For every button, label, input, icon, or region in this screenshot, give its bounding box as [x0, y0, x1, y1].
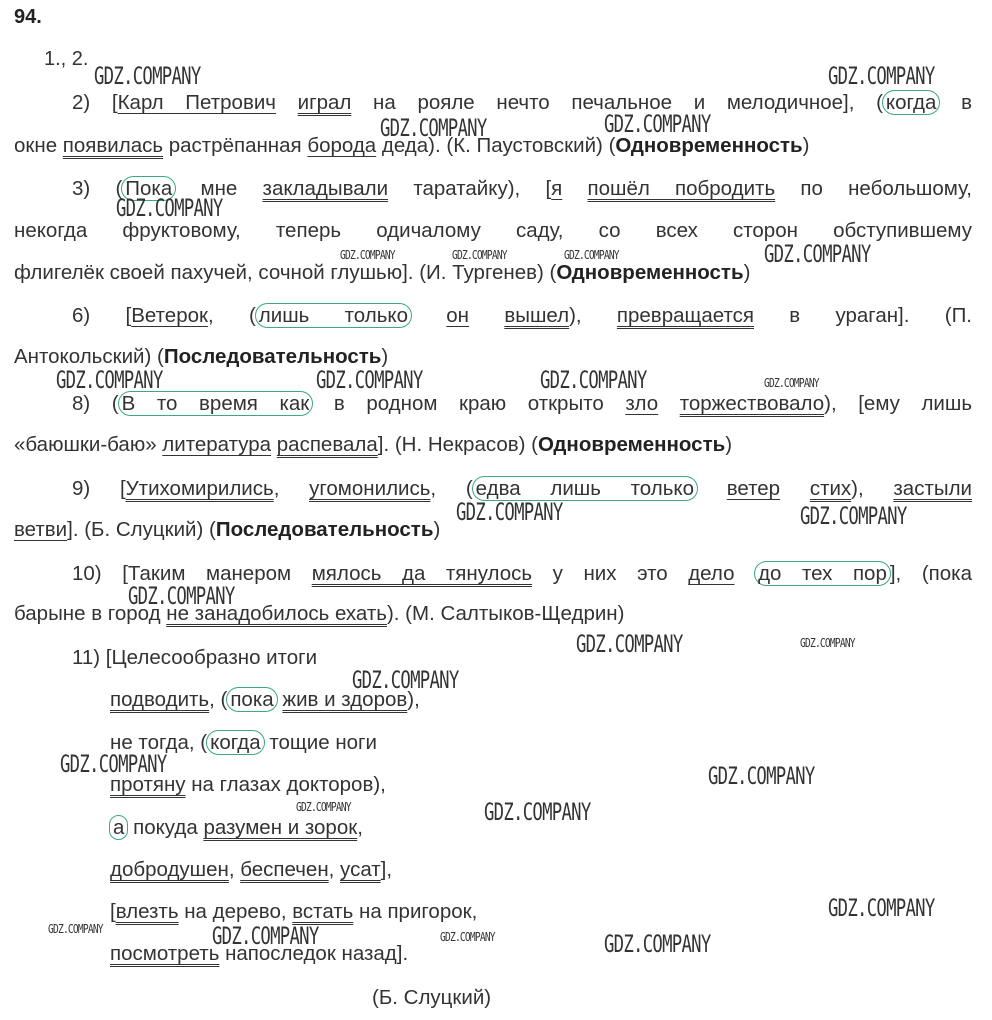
sentence-11-line-8: посмотреть напоследок назад].	[110, 942, 409, 965]
subject: зло	[625, 392, 659, 415]
task-numbers: 1., 2.	[44, 48, 89, 70]
predicate: посмотреть	[110, 942, 220, 965]
poem-author: (Б. Слуцкий)	[372, 986, 492, 1009]
predicate: усат	[340, 858, 381, 881]
watermark: GDZ.COMPANY	[340, 248, 395, 262]
predicate: вышел	[504, 304, 570, 327]
conjunction-circled: до тех пор	[754, 561, 891, 586]
watermark: GDZ.COMPANY	[94, 62, 201, 90]
sentence-11-line-7: [влезть на дерево, встать на пригорок,	[110, 900, 478, 923]
watermark: GDZ.COMPANY	[764, 240, 871, 268]
predicate: стих	[809, 477, 852, 500]
watermark: GDZ.COMPANY	[828, 62, 935, 90]
watermark: GDZ.COMPANY	[800, 502, 907, 530]
watermark: GDZ.COMPANY	[484, 798, 591, 826]
relation-label: Одновременность	[615, 134, 803, 157]
sentence-10-line-2: барыне в город не занадобилось ехать). (М. Салтыков-Щедрин)	[14, 602, 625, 625]
sentence-6-line-2: Антокольский) (Последовательность)	[14, 345, 389, 368]
conjunction-circled: Пока	[121, 176, 176, 201]
predicate: добродушен	[110, 858, 229, 881]
subject: литература	[162, 433, 272, 456]
relation-label: Одновременность	[556, 261, 744, 284]
watermark: GDZ.COMPANY	[116, 194, 223, 222]
relation-label: Последовательность	[163, 345, 382, 368]
predicate: застыли	[893, 477, 972, 500]
predicate: не занадобилось ехать	[166, 602, 387, 625]
sentence-3-line-3: флигелёк своей пахучей, сочной глушью]. (И. Тургенев) (Одновременность)	[14, 261, 751, 284]
subject: дело	[688, 562, 735, 585]
subject: я	[551, 177, 563, 200]
sentence-2-line-2: окне появилась растрёпанная борода деда). (К. Паустовский) (Одновременность)	[14, 134, 810, 157]
relation-label: Одновременность	[537, 433, 726, 456]
watermark: GDZ.COMPANY	[576, 630, 683, 658]
sentence-8-line-2: «баюшки-баю» литература распевала]. (Н. Некрасов) (Одновременность)	[14, 433, 733, 456]
watermark: GDZ.COMPANY	[128, 582, 235, 610]
sentence-9-line-2: ветви]. (Б. Слуцкий) (Последовательность)	[14, 518, 441, 541]
sentence-9-line-1: 9) [Утихомирились, угомонились, ( едва лишь только ветер стих), застыли	[72, 477, 972, 500]
conjunction-circled: пока	[226, 687, 277, 712]
predicate: появилась	[62, 134, 164, 157]
conjunction-circled: когда	[206, 730, 265, 755]
sentence-11-line-6: добродушен, беспечен, усат],	[110, 858, 393, 881]
conjunction-circled: а	[109, 815, 128, 840]
predicate: угомонились	[309, 477, 431, 500]
predicate: пошёл побродить	[587, 177, 776, 200]
watermark: GDZ.COMPANY	[456, 498, 563, 526]
conjunction-circled: лишь только	[255, 303, 412, 328]
watermark: GDZ.COMPANY	[296, 800, 351, 814]
predicate: подводить	[110, 688, 210, 711]
watermark: GDZ.COMPANY	[708, 762, 815, 790]
subject: Ветерок	[131, 304, 208, 327]
watermark: GDZ.COMPANY	[800, 636, 855, 650]
watermark: GDZ.COMPANY	[380, 114, 487, 142]
sentence-11-line-2: подводить, ( пока жив и здоров),	[110, 688, 420, 711]
exercise-number: 94.	[14, 6, 42, 28]
predicate: мялось да тянулось	[311, 562, 533, 585]
subject: ветви	[14, 518, 68, 541]
predicate: закладывали	[262, 177, 389, 200]
watermark: GDZ.COMPANY	[316, 366, 423, 394]
watermark: GDZ.COMPANY	[48, 922, 103, 936]
predicate: разумен и зорок	[203, 816, 358, 839]
predicate: беспечен	[240, 858, 329, 881]
predicate: Утихомирились	[125, 477, 274, 500]
watermark: GDZ.COMPANY	[452, 248, 507, 262]
relation-label: Последовательность	[215, 518, 434, 541]
predicate: жив и здоров	[282, 688, 408, 711]
subject: ветер	[726, 477, 781, 500]
predicate: играл	[297, 91, 352, 114]
subject: борода	[307, 134, 377, 157]
predicate: протяну	[110, 773, 186, 796]
watermark: GDZ.COMPANY	[60, 750, 167, 778]
predicate: распевала	[276, 433, 378, 456]
watermark: GDZ.COMPANY	[540, 366, 647, 394]
sentence-2-line-1: 2) [Карл Петрович играл на рояле нечто печальное и мелодичное], ( когда в	[72, 91, 972, 114]
conjunction-circled: едва лишь только	[472, 476, 698, 501]
sentence-3-line-2: некогда фруктовому, теперь одичалому саду, со всех сторон обступившему	[14, 219, 972, 242]
predicate: торжествовало	[679, 392, 825, 415]
sentence-6-line-1: 6) [Ветерок, ( лишь только он вышел), превращается в ураган]. (П.	[72, 304, 972, 327]
sentence-3-line-1: 3) ( Пока мне закладывали таратайку), [я пошёл побродить по небольшому,	[72, 177, 972, 200]
watermark: GDZ.COMPANY	[828, 894, 935, 922]
conjunction-circled: В то время как	[118, 391, 314, 416]
sentence-8-line-1: 8) ( В то время как в родном краю открыто зло торжествовало), [ему лишь	[72, 392, 973, 415]
subject: Карл Петрович	[117, 91, 276, 114]
subject: он	[446, 304, 470, 327]
predicate: превращается	[616, 304, 754, 327]
watermark: GDZ.COMPANY	[352, 666, 459, 694]
conjunction-circled: когда	[882, 90, 941, 115]
sentence-11-line-3: не тогда, ( когда тощие ноги	[110, 731, 377, 754]
predicate: влезть	[115, 900, 179, 923]
watermark: GDZ.COMPANY	[440, 930, 495, 944]
watermark: GDZ.COMPANY	[212, 922, 319, 950]
sentence-11-line-4: протяну на глазах докторов),	[110, 773, 386, 796]
sentence-11-line-1: 11) [Целесообразно итоги	[72, 646, 318, 669]
watermark: GDZ.COMPANY	[564, 248, 619, 262]
watermark: GDZ.COMPANY	[764, 376, 819, 390]
watermark: GDZ.COMPANY	[56, 366, 163, 394]
sentence-10-line-1: 10) [Таким манером мялось да тянулось у них это дело до тех пор ], (пока	[72, 562, 972, 585]
watermark: GDZ.COMPANY	[604, 930, 711, 958]
sentence-11-line-5: а покуда разумен и зорок,	[110, 815, 363, 841]
predicate: встать	[292, 900, 354, 923]
watermark: GDZ.COMPANY	[604, 110, 711, 138]
